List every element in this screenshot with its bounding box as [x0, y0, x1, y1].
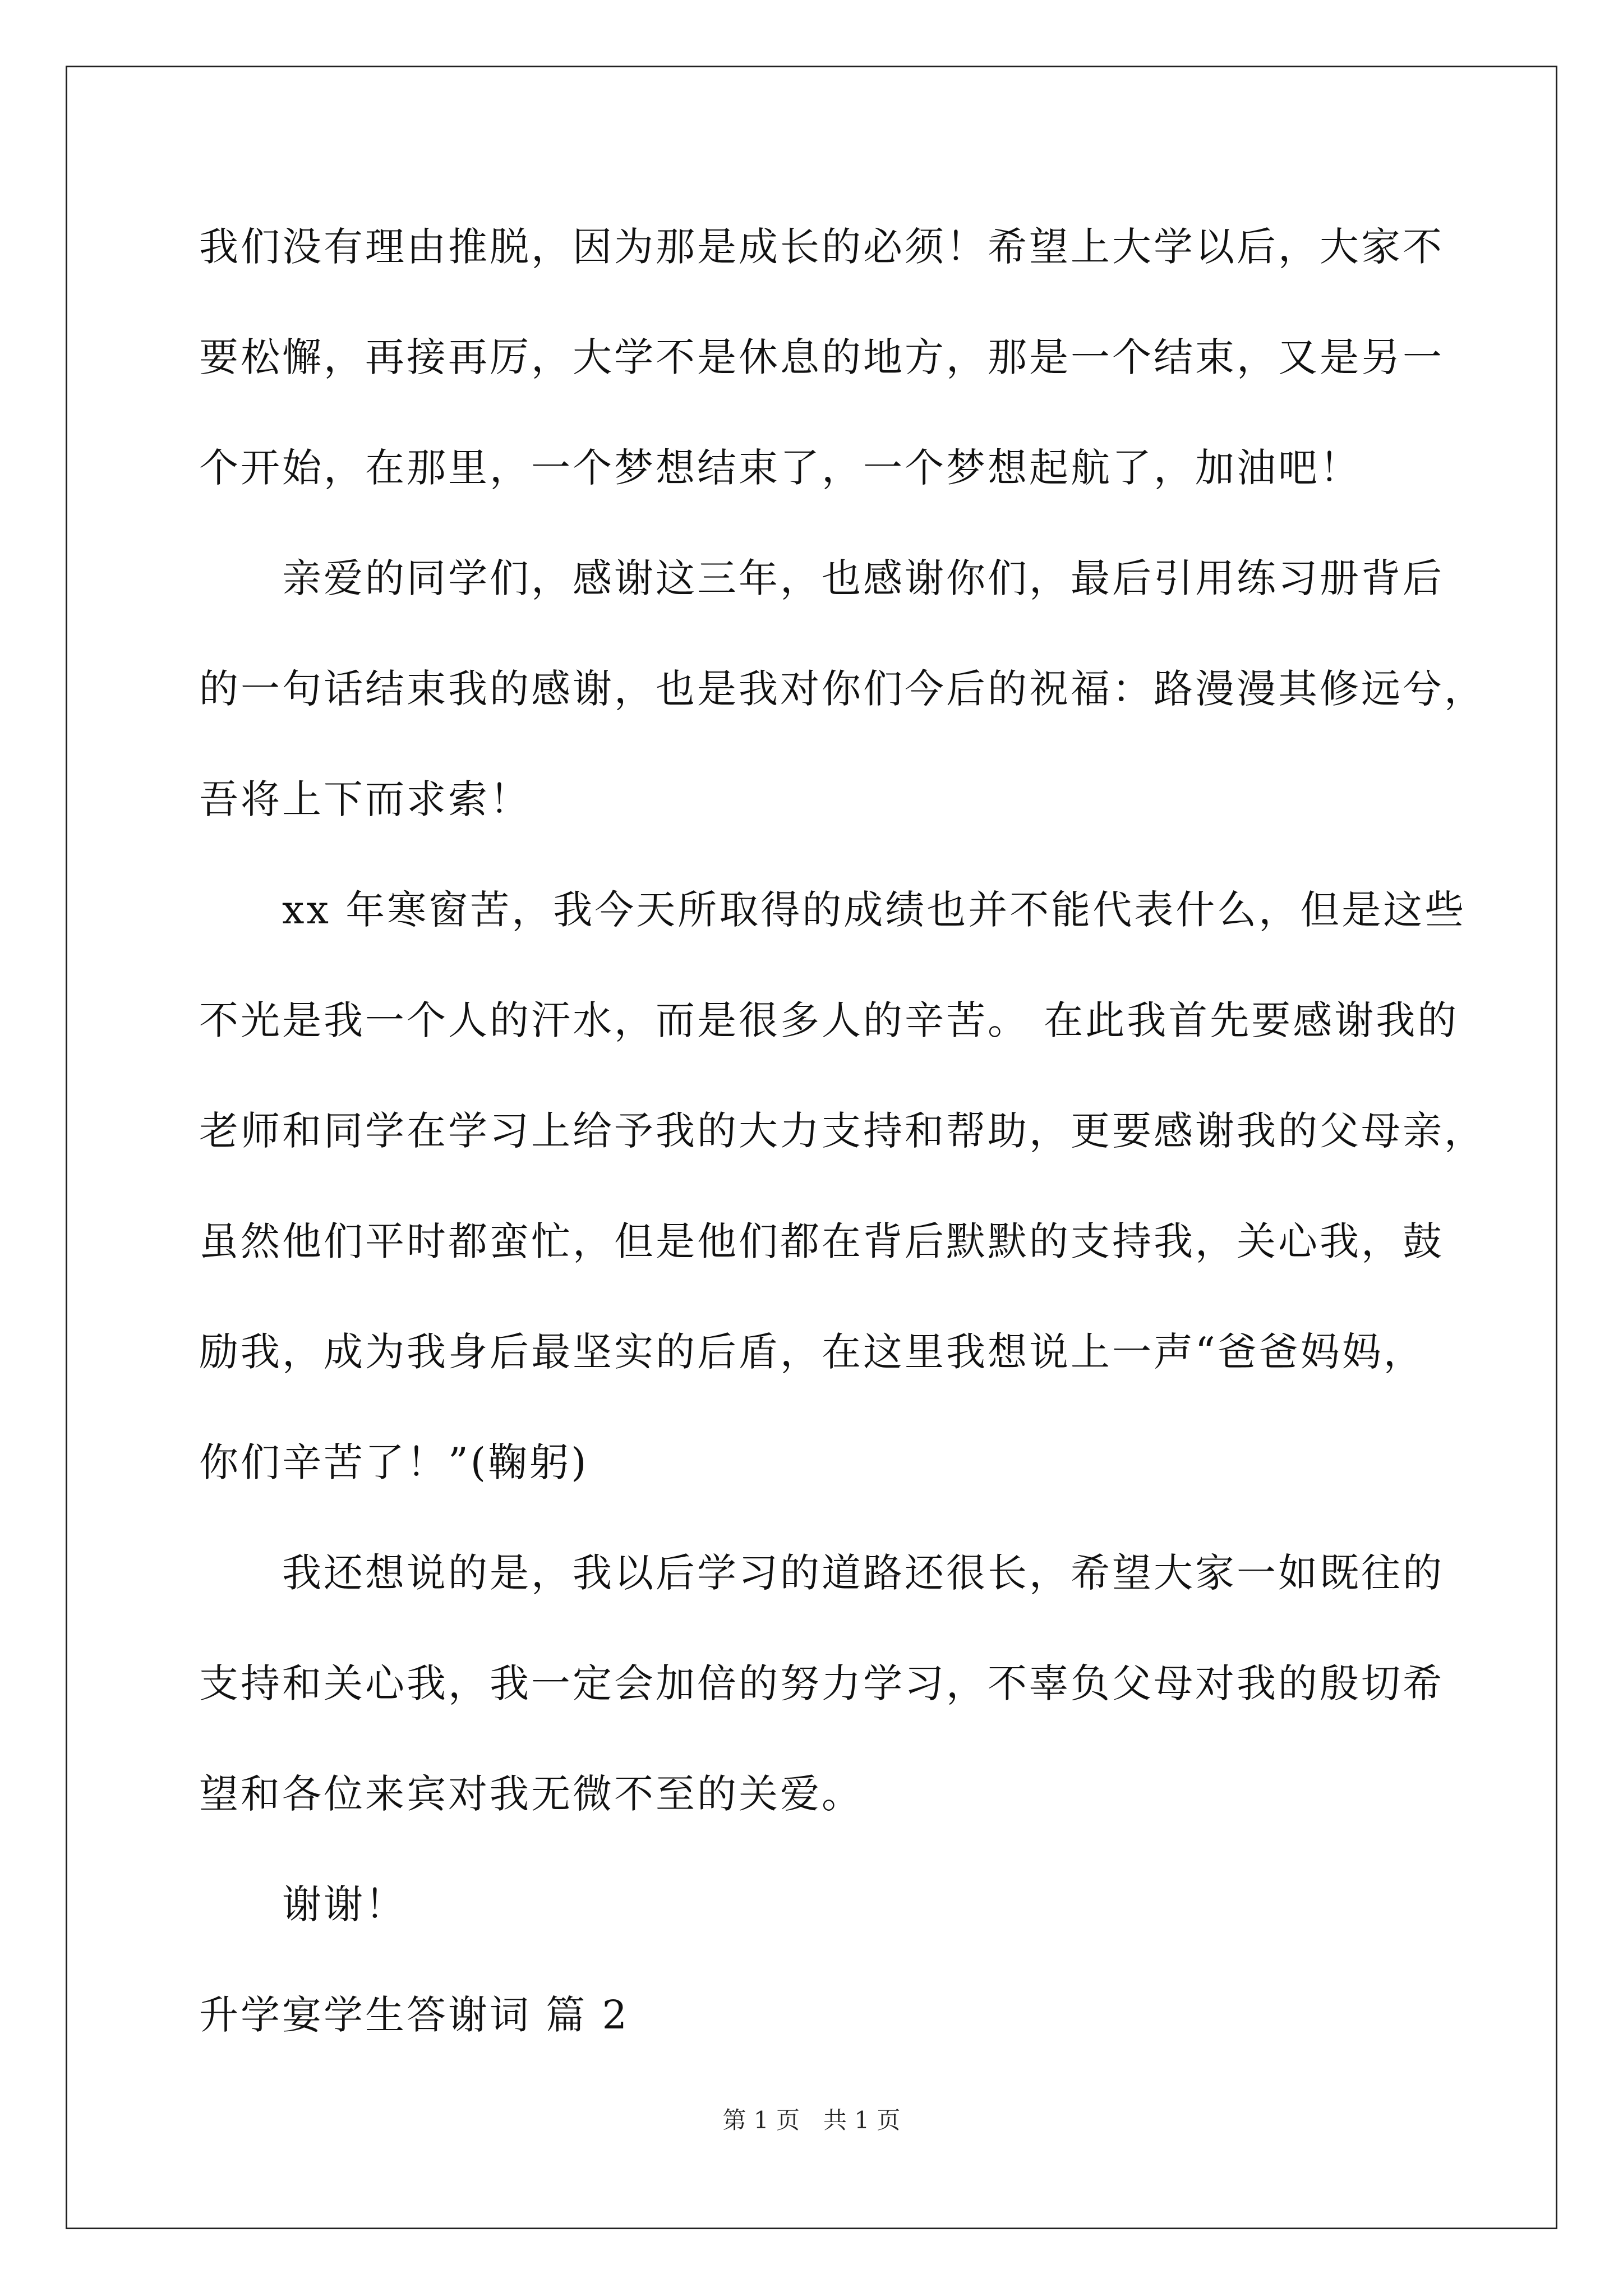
text-line: 个开始，在那里，一个梦想结束了，一个梦想起航了，加油吧！ — [199, 445, 1361, 491]
text-line: 支持和关心我，我一定会加倍的努力学习，不辜负父母对我的殷切希 — [199, 1660, 1444, 1706]
section-heading: 升学宴学生答谢词 篇 2 — [199, 1992, 630, 2038]
paragraph-start-line: 亲爱的同学们，感谢这三年，也感谢你们，最后引用练习册背后 — [282, 555, 1444, 601]
text-line: 励我，成为我身后最坚实的后盾，在这里我想说上一声“爸爸妈妈， — [199, 1329, 1425, 1375]
text-line: 吾将上下而求索！ — [199, 776, 531, 822]
text-line: 不光是我一个人的汗水，而是很多人的辛苦。 在此我首先要感谢我的 — [199, 997, 1459, 1043]
text-line: 望和各位来宾对我无微不至的关爱。 — [199, 1771, 863, 1817]
text-line: 你们辛苦了！”(鞠躬) — [199, 1439, 589, 1485]
closing-line: 谢谢！ — [282, 1881, 407, 1927]
paragraph-start-line: 我还想说的是，我以后学习的道路还很长，希望大家一如既往的 — [282, 1550, 1444, 1596]
text-line: 老师和同学在学习上给予我的大力支持和帮助，更要感谢我的父母亲， — [199, 1108, 1486, 1154]
text-line: 要松懈，再接再厉，大学不是休息的地方，那是一个结束，又是另一 — [199, 334, 1444, 380]
paragraph-start-line: xx 年寒窗苦，我今天所取得的成绩也并不能代表什么，但是这些 — [282, 887, 1467, 933]
page-number-footer: 第 1 页 共 1 页 — [722, 2106, 901, 2134]
text-line: 虽然他们平时都蛮忙，但是他们都在背后默默的支持我，关心我，鼓 — [199, 1218, 1444, 1264]
text-line: 我们没有理由推脱，因为那是成长的必须！希望上大学以后，大家不 — [199, 224, 1444, 270]
text-line: 的一句话结束我的感谢，也是我对你们今后的祝福：路漫漫其修远兮， — [199, 666, 1486, 712]
